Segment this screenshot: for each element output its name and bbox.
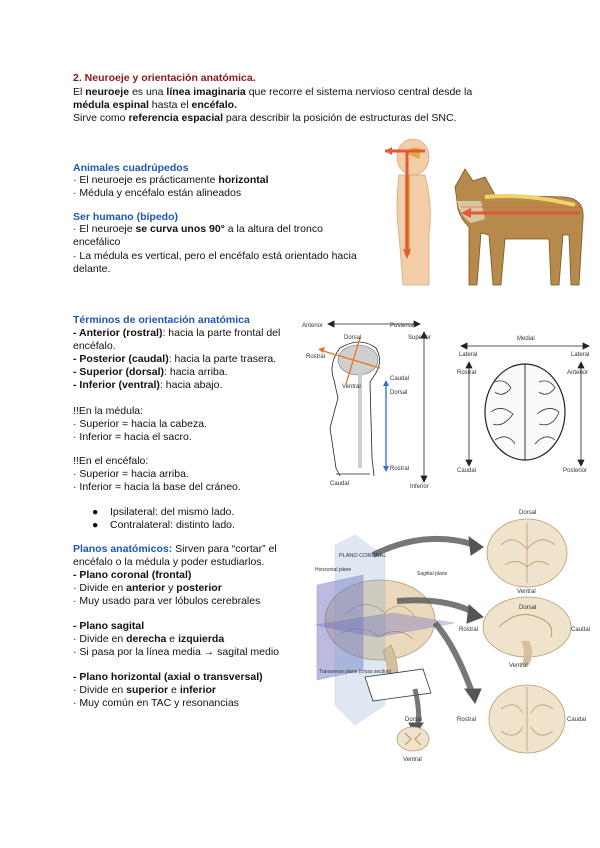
plano-coronal-2: · Muy usado para ver lóbulos cerebrales bbox=[73, 595, 261, 607]
intro-line-2 bbox=[73, 99, 237, 111]
label-coronal-dorsal: Dorsal bbox=[519, 510, 537, 516]
humano-line-4: delante. bbox=[73, 263, 111, 275]
plano-coronal-heading bbox=[73, 569, 191, 581]
orientation-figure-human bbox=[300, 318, 445, 490]
medula-title: !!En la médula: bbox=[73, 405, 144, 417]
humano-line-2: encefálico bbox=[73, 236, 121, 248]
keyword: izquierda bbox=[178, 633, 225, 645]
keyword: - Inferior (ventral) bbox=[73, 379, 160, 391]
text: Ipsilateral: del mismo lado. bbox=[110, 506, 235, 518]
label-caudal-3: Caudal bbox=[457, 468, 477, 472]
keyword: línea imaginaria bbox=[166, 86, 246, 98]
label-coronal-ventral: Ventral bbox=[517, 589, 536, 595]
text: es una bbox=[129, 86, 167, 98]
label-plano-coronal: PLANO CORONAL bbox=[339, 553, 387, 559]
coronal-slice bbox=[487, 519, 567, 587]
keyword: médula espinal bbox=[73, 99, 149, 111]
encefalo-title: !!En el encéfalo: bbox=[73, 455, 149, 467]
text: Sirven para “cortar” el bbox=[172, 543, 277, 555]
planos-intro-2: encéfalo o la médula y poder estudiarlos. bbox=[73, 556, 265, 568]
cuadrupedos-line-1 bbox=[73, 174, 269, 186]
planos-intro-1 bbox=[73, 543, 277, 555]
label-ventral: Ventral bbox=[342, 384, 361, 390]
label-anterior-2: Anterior bbox=[567, 370, 589, 376]
label-dorsal-2: Dorsal bbox=[390, 390, 408, 396]
text: : hacia la parte trasera. bbox=[168, 353, 277, 365]
label-sagittal-caudal: Caudal bbox=[571, 627, 591, 633]
human-figure bbox=[385, 139, 430, 285]
bullet-ipsilateral: ● Ipsilateral: del mismo lado. bbox=[92, 506, 235, 518]
text: El bbox=[73, 86, 86, 98]
keyword: - Plano sagital bbox=[73, 620, 145, 632]
keyword: superior bbox=[126, 684, 169, 696]
term-posterior bbox=[73, 353, 276, 365]
text: a la altura del tronco bbox=[224, 223, 323, 235]
label-cord-ventral: Ventral bbox=[403, 757, 422, 763]
text: · Divide en bbox=[73, 684, 127, 696]
label-sagittal-ventral: Ventral bbox=[509, 663, 528, 669]
heading-humano: Ser humano (bípedo) bbox=[73, 211, 178, 223]
label-posterior-2: Posterior bbox=[563, 468, 588, 472]
label-caudal-2: Caudal bbox=[330, 481, 350, 487]
keyword: se curva unos 90° bbox=[135, 223, 225, 235]
text: e bbox=[166, 633, 179, 645]
keyword: derecha bbox=[126, 633, 167, 645]
keyword: - Posterior (caudal) bbox=[73, 353, 169, 365]
keyword: - Anterior (rostral) bbox=[73, 327, 163, 339]
label-lateral: Lateral bbox=[459, 352, 478, 358]
text: hasta el bbox=[148, 99, 192, 111]
keyword: inferior bbox=[179, 684, 216, 696]
brain-with-planes bbox=[315, 535, 455, 725]
encefalo-inferior: · Inferior = hacia la base del cráneo. bbox=[73, 481, 241, 493]
term-superior bbox=[73, 366, 228, 378]
label-anterior: Anterior bbox=[302, 323, 324, 329]
text: : hacia arriba. bbox=[164, 366, 228, 378]
label-superior: Superior bbox=[408, 335, 431, 341]
label-caudal: Caudal bbox=[390, 376, 410, 382]
label-rostral-2: Rostral bbox=[390, 466, 410, 472]
heading-cuadrupedos: Animales cuadrúpedos bbox=[73, 162, 189, 174]
plano-horizontal-heading bbox=[73, 671, 263, 683]
keyword: - Plano coronal (frontal) bbox=[73, 569, 192, 581]
plano-horizontal-2: · Muy común en TAC y resonancias bbox=[73, 697, 239, 709]
spinal-cross-section bbox=[397, 727, 429, 751]
plano-sagital-1 bbox=[73, 633, 224, 645]
plano-sagital-2: · Si pasa por la línea media → sagital medio bbox=[73, 646, 280, 658]
intro-line-1 bbox=[73, 86, 472, 98]
term-inferior bbox=[73, 379, 222, 391]
keyword: anterior bbox=[126, 582, 166, 594]
heading-terminos: Términos de orientación anatómica bbox=[73, 314, 250, 326]
text: que recorre el sistema nervioso central desde la bbox=[245, 86, 473, 98]
label-horizontal-plane: Horizontal plane bbox=[315, 567, 352, 573]
dog-figure bbox=[455, 169, 583, 285]
humano-line-3: · La médula es vertical, pero el encéfalo está orientado hacia bbox=[73, 250, 357, 262]
keyword: encéfalo. bbox=[191, 99, 238, 111]
label-sagittal-dorsal: Dorsal bbox=[519, 605, 537, 611]
label-transverse-plane: Transverse plane (cross section) bbox=[319, 669, 392, 675]
plano-horizontal-1 bbox=[73, 684, 216, 696]
humano-line-1 bbox=[73, 223, 323, 235]
label-sagittal-plane: Sagittal plane bbox=[417, 571, 448, 577]
section-title: 2. Neuroeje y orientación anatómica. bbox=[73, 72, 256, 84]
label-horizontal-rostral: Rostral bbox=[457, 717, 477, 723]
plano-coronal-1 bbox=[73, 582, 222, 594]
text: · El neuroeje es prácticamente bbox=[73, 174, 219, 186]
neuroaxis-figure bbox=[385, 135, 590, 290]
bullet-contralateral: ● Contralateral: distinto lado. bbox=[92, 519, 235, 531]
term-anterior-cont: encéfalo. bbox=[73, 340, 116, 352]
text: y bbox=[165, 582, 177, 594]
keyword: neuroeje bbox=[85, 86, 130, 98]
label-posterior: Posterior bbox=[390, 323, 415, 329]
text: Sirve como bbox=[73, 112, 129, 124]
medula-inferior: · Inferior = hacia el sacro. bbox=[73, 431, 192, 443]
heading-planos: Planos anatómicos: bbox=[73, 543, 173, 555]
term-anterior bbox=[73, 327, 280, 339]
label-horizontal-caudal: Caudal bbox=[567, 717, 587, 723]
text: Contralateral: distinto lado. bbox=[110, 519, 235, 531]
text: para describir la posición de estructuras del SNC. bbox=[223, 112, 457, 124]
keyword: - Plano horizontal (axial o transversal) bbox=[73, 671, 263, 683]
text: e bbox=[168, 684, 180, 696]
label-sagittal-rostral: Rostral bbox=[459, 627, 479, 633]
text: · Divide en bbox=[73, 633, 127, 645]
encefalo-superior: · Superior = hacia arriba. bbox=[73, 468, 189, 480]
text: : hacia abajo. bbox=[159, 379, 223, 391]
label-rostral: Rostral bbox=[306, 354, 326, 360]
label-inferior: Inferior bbox=[410, 484, 429, 490]
keyword: posterior bbox=[176, 582, 222, 594]
planes-figure bbox=[305, 505, 595, 767]
label-cord-dorsal: Dorsal bbox=[405, 717, 423, 723]
keyword: horizontal bbox=[218, 174, 269, 186]
keyword: referencia espacial bbox=[128, 112, 223, 124]
text: · Divide en bbox=[73, 582, 127, 594]
orientation-figure-brain bbox=[455, 332, 595, 472]
plano-sagital-heading bbox=[73, 620, 144, 632]
label-rostral-3: Rostral bbox=[457, 370, 477, 376]
text: · El neuroeje bbox=[73, 223, 136, 235]
horizontal-slice bbox=[489, 685, 565, 753]
intro-line-3 bbox=[73, 112, 456, 124]
label-medial: Medial bbox=[517, 336, 535, 342]
label-lateral-2: Lateral bbox=[571, 352, 590, 358]
cuadrupedos-line-2: · Médula y encéfalo están alineados bbox=[73, 187, 242, 199]
label-dorsal: Dorsal bbox=[344, 335, 362, 341]
text: : hacia la parte frontal del bbox=[162, 327, 281, 339]
keyword: - Superior (dorsal) bbox=[73, 366, 165, 378]
medula-superior: · Superior = hacia la cabeza. bbox=[73, 418, 207, 430]
